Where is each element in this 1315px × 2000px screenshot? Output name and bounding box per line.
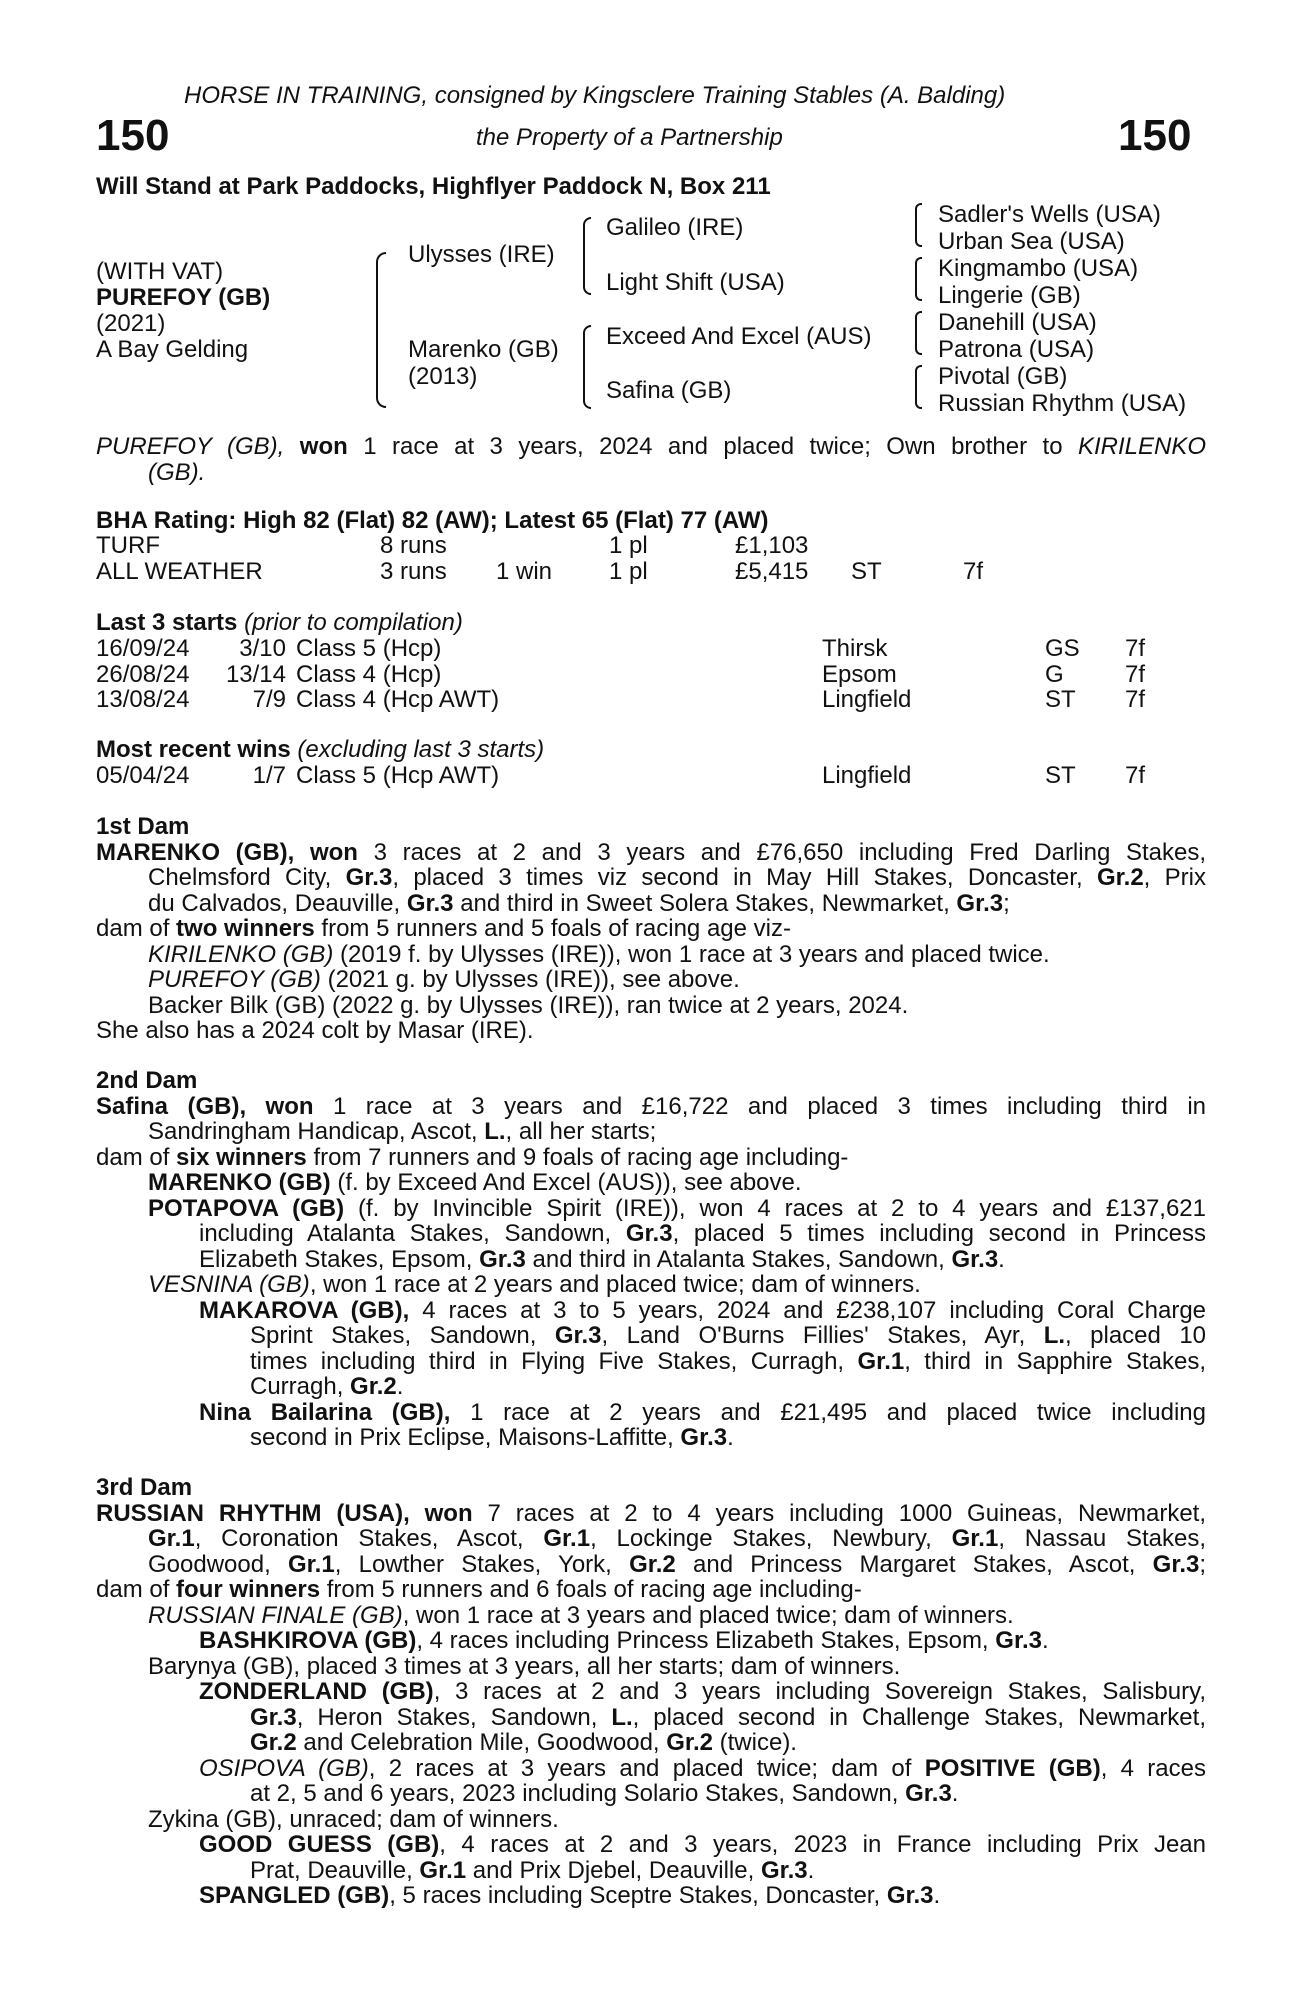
position: 7/9 <box>252 686 286 713</box>
dss: Danehill (USA) <box>938 309 1097 336</box>
text: , Lowther Stakes, York, <box>334 1550 612 1578</box>
surface: ALL WEATHER <box>96 557 263 585</box>
grade: Gr.3 <box>406 889 454 917</box>
vat-note: (WITH VAT) <box>96 258 224 285</box>
brace-exceed <box>915 311 922 355</box>
table-row <box>96 763 1145 789</box>
text: and Princess Margaret Stakes, Ascot, <box>693 1550 1136 1578</box>
text: 7 races at 2 to 4 years including 1000 Guineas, Newmarket, <box>487 1499 1207 1527</box>
dam: Marenko (GB) <box>408 336 559 363</box>
brace-galileo <box>915 203 922 247</box>
text: second in Prix Eclipse, Maisons-Laffitte, <box>250 1424 674 1451</box>
text: 3 races at 2 and 3 years and £76,650 including Fred Darling Stakes, <box>373 838 1206 866</box>
progeny-name: PUREFOY (GB) <box>148 966 321 993</box>
grade: Gr.3 <box>345 864 393 891</box>
class: Class 4 (Hcp) <box>296 660 442 688</box>
text: . <box>998 1245 1005 1273</box>
summary-horse: PUREFOY (GB), <box>96 433 285 460</box>
bha-rating-title: BHA Rating: High 82 (Flat) 82 (AW); Latest 65 (Flat) 77 (AW) <box>96 507 769 534</box>
text: , Nassau Stakes, <box>998 1525 1206 1552</box>
dam2-name: Safina (GB), won <box>96 1092 314 1120</box>
grade: Gr.1 <box>543 1525 591 1552</box>
sire-sire: Galileo (IRE) <box>606 214 744 241</box>
text: and third in Atalanta Stakes, Sandown, <box>532 1245 945 1273</box>
progeny-name: SPANGLED (GB) <box>199 1882 390 1909</box>
text: (f. by Exceed And Excel (AUS)), see above. <box>337 1169 802 1196</box>
grade: Gr.2 <box>350 1373 397 1400</box>
dam-dam: Safina (GB) <box>606 377 732 404</box>
ssd: Urban Sea (USA) <box>938 228 1125 255</box>
text: times including third in Flying Five Stakes, Curragh, <box>250 1347 845 1375</box>
text: , placed second in Challenge Stakes, Newmarket, <box>632 1703 1206 1731</box>
dam-year: (2013) <box>408 363 478 390</box>
text: 4 races at 3 to 5 years, 2024 and £238,107 including Coral Charge <box>422 1296 1207 1324</box>
text: , 4 races <box>1100 1754 1206 1782</box>
section-title: 3rd Dam <box>96 1474 193 1501</box>
grade: Gr.3 <box>479 1245 526 1273</box>
text: Elizabeth Stakes, Epsom, <box>199 1245 473 1273</box>
wins <box>496 533 609 559</box>
grade: Gr.1 <box>857 1347 905 1375</box>
last3-note: (prior to compilation) <box>244 609 463 636</box>
text: du Calvados, Deauville, <box>148 889 401 917</box>
going: ST <box>851 557 882 585</box>
text: , Lockinge Stakes, Newbury, <box>590 1525 932 1552</box>
text: two winners <box>176 915 315 942</box>
prize: £5,415 <box>735 557 809 585</box>
text: Barynya (GB), placed 3 times at 3 years, all her starts; dam of winners. <box>148 1652 901 1680</box>
recent-note: (excluding last 3 starts) <box>297 736 545 763</box>
course: Epsom <box>822 660 897 688</box>
distance: 7f <box>1125 686 1146 713</box>
consignor-line: HORSE IN TRAINING, consigned by Kingsclere Training Stables (A. Balding) <box>184 82 1006 109</box>
recent-title: Most recent wins <box>96 736 291 763</box>
recent-heading <box>96 737 544 763</box>
text: , Land O'Burns Fillies' Stakes, Ayr, <box>601 1322 1026 1349</box>
section-title: 1st Dam <box>96 813 190 840</box>
brace-safina <box>915 365 922 409</box>
text: , 5 races including Sceptre Stakes, Doncaster, <box>389 1882 881 1909</box>
text: Sandringham Handicap, Ascot, <box>148 1118 478 1145</box>
rating-table <box>96 533 983 584</box>
third-dam-section <box>96 1475 1206 1909</box>
horse-year: (2021) <box>96 310 166 337</box>
date: 16/09/24 <box>96 635 190 662</box>
dam-sire: Exceed And Excel (AUS) <box>606 323 872 350</box>
table-row <box>96 533 983 559</box>
sdd: Lingerie (GB) <box>938 282 1081 309</box>
pedigree-brace-sire <box>583 217 591 295</box>
distance <box>963 533 983 559</box>
text: , placed 5 times including second in Princess <box>672 1220 1206 1247</box>
position: 3/10 <box>239 635 286 662</box>
sss: Sadler's Wells (USA) <box>938 201 1161 228</box>
text: and third in Sweet Solera Stakes, Newmarket, <box>460 889 950 917</box>
grade: L. <box>484 1118 506 1145</box>
table-row <box>96 687 1145 713</box>
text: Curragh, <box>250 1373 344 1400</box>
text: , 2 races at 3 years and placed twice; dam of <box>368 1754 912 1782</box>
grade: L. <box>611 1703 633 1731</box>
brace-light-shift <box>915 257 922 301</box>
grade: Gr.3 <box>680 1424 728 1451</box>
first-dam-section <box>96 814 1206 1044</box>
progeny-name: GOOD GUESS (GB) <box>199 1831 440 1858</box>
text: , third in Sapphire Stakes, <box>904 1347 1207 1375</box>
text: She also has a 2024 colt by Masar (IRE). <box>96 1017 534 1044</box>
runs: 8 runs <box>380 532 447 559</box>
dam1-name: MARENKO (GB), won <box>96 838 358 866</box>
text: , Coronation Stakes, Ascot, <box>194 1525 524 1552</box>
grade: Gr.3 <box>760 1856 808 1884</box>
summary-sibling-suffix: (GB). <box>148 458 206 486</box>
text: Chelmsford City, <box>148 864 332 891</box>
text: six winners <box>176 1143 307 1171</box>
horse-description: A Bay Gelding <box>96 336 249 363</box>
grade: Gr.3 <box>1152 1550 1200 1578</box>
text: from 7 runners and 9 foals of racing age including- <box>313 1143 849 1171</box>
text: , won 1 race at 2 years and placed twice; dam of winners. <box>309 1271 921 1298</box>
text: , Prix <box>1143 864 1207 891</box>
distance: 7f <box>963 557 984 585</box>
grade: Gr.1 <box>419 1856 467 1884</box>
text: ; <box>1003 889 1010 917</box>
date: 13/08/24 <box>96 686 190 713</box>
progeny-name: MAKAROVA (GB), <box>199 1296 410 1324</box>
course: Lingfield <box>822 762 912 789</box>
prize: £1,103 <box>735 532 809 559</box>
placed: 1 pl <box>609 532 648 559</box>
text: dam of <box>96 1576 170 1603</box>
grade: Gr.2 <box>1096 864 1144 891</box>
text: (2021 g. by Ulysses (IRE)), see above. <box>327 966 740 993</box>
grade: Gr.3 <box>625 1220 673 1247</box>
lot-number-right: 150 <box>1118 111 1192 160</box>
going: G <box>1045 660 1064 688</box>
summary-won: won <box>299 433 348 460</box>
text: Prat, Deauville, <box>250 1856 413 1884</box>
grade: Gr.2 <box>250 1729 297 1756</box>
grade: Gr.2 <box>629 1550 676 1578</box>
text: . <box>396 1373 404 1400</box>
going: ST <box>1045 762 1076 789</box>
dam3-name: RUSSIAN RHYTHM (USA), won <box>96 1499 473 1527</box>
lot-number-left: 150 <box>96 111 170 160</box>
grade: Gr.1 <box>951 1525 999 1552</box>
summary-sibling: KIRILENKO <box>1078 433 1207 460</box>
position: 13/14 <box>225 660 286 688</box>
going <box>851 533 963 559</box>
text: 1 race at 3 years and £16,722 and placed 3 times including third in <box>332 1092 1207 1120</box>
text: Sprint Stakes, Sandown, <box>250 1322 537 1349</box>
course: Lingfield <box>822 686 912 713</box>
progeny-name: POTAPOVA (GB) <box>148 1194 345 1222</box>
second-dam-section <box>96 1068 1206 1451</box>
progeny-name: RUSSIAN FINALE (GB) <box>148 1601 403 1629</box>
progeny-name: BASHKIROVA (GB) <box>199 1627 417 1654</box>
text: . <box>933 1882 941 1909</box>
distance: 7f <box>1125 762 1146 789</box>
grade: Gr.3 <box>951 1245 999 1273</box>
grade: L. <box>1043 1322 1066 1349</box>
text: (f. by Invincible Spirit (IRE)), won 4 races at 2 to 4 years and £137,621 <box>358 1194 1207 1222</box>
grade: Gr.3 <box>886 1882 934 1909</box>
date: 26/08/24 <box>96 660 190 688</box>
going: GS <box>1045 635 1080 662</box>
text: Goodwood, <box>148 1550 271 1578</box>
class: Class 5 (Hcp AWT) <box>296 762 500 789</box>
race-summary <box>96 434 1206 485</box>
text: . <box>1041 1627 1049 1654</box>
class: Class 5 (Hcp) <box>296 635 442 662</box>
last3-title: Last 3 starts <box>96 609 238 636</box>
grade: Gr.1 <box>148 1525 195 1552</box>
position: 1/7 <box>252 762 286 789</box>
text: from 5 runners and 6 foals of racing age including- <box>326 1576 862 1603</box>
text: , placed 3 times viz second in May Hill Stakes, Doncaster, <box>392 864 1083 891</box>
text: . <box>727 1424 734 1451</box>
wins: 1 win <box>496 557 553 585</box>
date: 05/04/24 <box>96 762 190 789</box>
text: four winners <box>176 1576 321 1603</box>
text: 1 race at 2 years and £21,495 and placed twice including <box>470 1398 1206 1426</box>
course: Thirsk <box>822 635 888 662</box>
runs: 3 runs <box>380 557 447 585</box>
text: and Prix Djebel, Deauville, <box>472 1856 755 1884</box>
going: ST <box>1045 686 1076 713</box>
dsd: Patrona (USA) <box>938 336 1095 363</box>
text: , won 1 race at 3 years and placed twice; dam of winners. <box>402 1601 1014 1629</box>
text: , 3 races at 2 and 3 years including Sovereign Stakes, Salisbury, <box>433 1678 1207 1705</box>
text: from 5 runners and 5 foals of racing age viz- <box>321 915 791 942</box>
summary-text: 1 race at 3 years, 2024 and placed twice; Own brother to <box>363 433 1063 460</box>
stable-location: Will Stand at Park Paddocks, Highflyer Paddock N, Box 211 <box>96 173 771 200</box>
text: , all her starts; <box>505 1118 657 1145</box>
text: . <box>951 1780 959 1807</box>
text: (twice). <box>719 1729 797 1756</box>
progeny-name: KIRILENKO (GB) <box>148 940 334 968</box>
progeny-name: VESNINA (GB) <box>148 1271 310 1298</box>
text: including Atalanta Stakes, Sandown, <box>199 1220 612 1247</box>
progeny-name: MARENKO (GB) <box>148 1169 331 1196</box>
text: . <box>807 1856 815 1884</box>
pedigree-brace-main <box>376 252 386 408</box>
text: , 4 races including Princess Elizabeth Stakes, Epsom, <box>416 1627 989 1654</box>
grade: Gr.3 <box>250 1703 297 1731</box>
text: at 2, 5 and 6 years, 2023 including Solario Stakes, Sandown, <box>250 1780 899 1807</box>
text: , Heron Stakes, Sandown, <box>296 1703 598 1731</box>
grade: Gr.2 <box>666 1729 713 1756</box>
grade: Gr.3 <box>956 889 1004 917</box>
text: Backer Bilk (GB) (2022 g. by Ulysses (IRE)), ran twice at 2 years, 2024. <box>148 991 909 1019</box>
grade: Gr.3 <box>554 1322 602 1349</box>
recent-table <box>96 763 1145 789</box>
pedigree-brace-dam <box>583 325 591 409</box>
last3-table <box>96 636 1145 713</box>
sds: Kingmambo (USA) <box>938 255 1139 282</box>
surface: TURF <box>96 532 160 559</box>
text: dam of <box>96 915 170 942</box>
progeny-name: Nina Bailarina (GB), <box>199 1398 451 1426</box>
text: Zykina (GB), unraced; dam of winners. <box>148 1805 559 1833</box>
text: , 4 races at 2 and 3 years, 2023 in France including Prix Jean <box>439 1831 1206 1858</box>
placed: 1 pl <box>609 557 648 585</box>
distance: 7f <box>1125 660 1146 688</box>
grade: Gr.3 <box>905 1780 952 1807</box>
last3-heading <box>96 610 463 636</box>
grade: Gr.3 <box>995 1627 1042 1654</box>
text: and Celebration Mile, Goodwood, <box>303 1729 660 1756</box>
section-title: 2nd Dam <box>96 1067 198 1094</box>
ddd: Russian Rhythm (USA) <box>938 390 1187 417</box>
table-row <box>96 636 1145 662</box>
text: , placed 10 <box>1065 1322 1207 1349</box>
text: ; <box>1199 1550 1207 1578</box>
progeny-name: POSITIVE (GB) <box>924 1754 1101 1782</box>
sire-dam: Light Shift (USA) <box>606 269 785 296</box>
grade: Gr.1 <box>288 1550 335 1578</box>
class: Class 4 (Hcp AWT) <box>296 686 500 713</box>
horse-name: PUREFOY (GB) <box>96 284 271 311</box>
ownership-line: the Property of a Partnership <box>476 124 783 151</box>
table-row <box>96 662 1145 688</box>
text: (2019 f. by Ulysses (IRE)), won 1 race at 3 years and placed twice. <box>340 940 1050 968</box>
progeny-name: OSIPOVA (GB) <box>199 1754 369 1782</box>
progeny-name: ZONDERLAND (GB) <box>199 1678 434 1705</box>
text: dam of <box>96 1143 170 1171</box>
distance: 7f <box>1125 635 1146 662</box>
dds: Pivotal (GB) <box>938 363 1068 390</box>
sire: Ulysses (IRE) <box>408 241 555 268</box>
table-row <box>96 559 983 585</box>
